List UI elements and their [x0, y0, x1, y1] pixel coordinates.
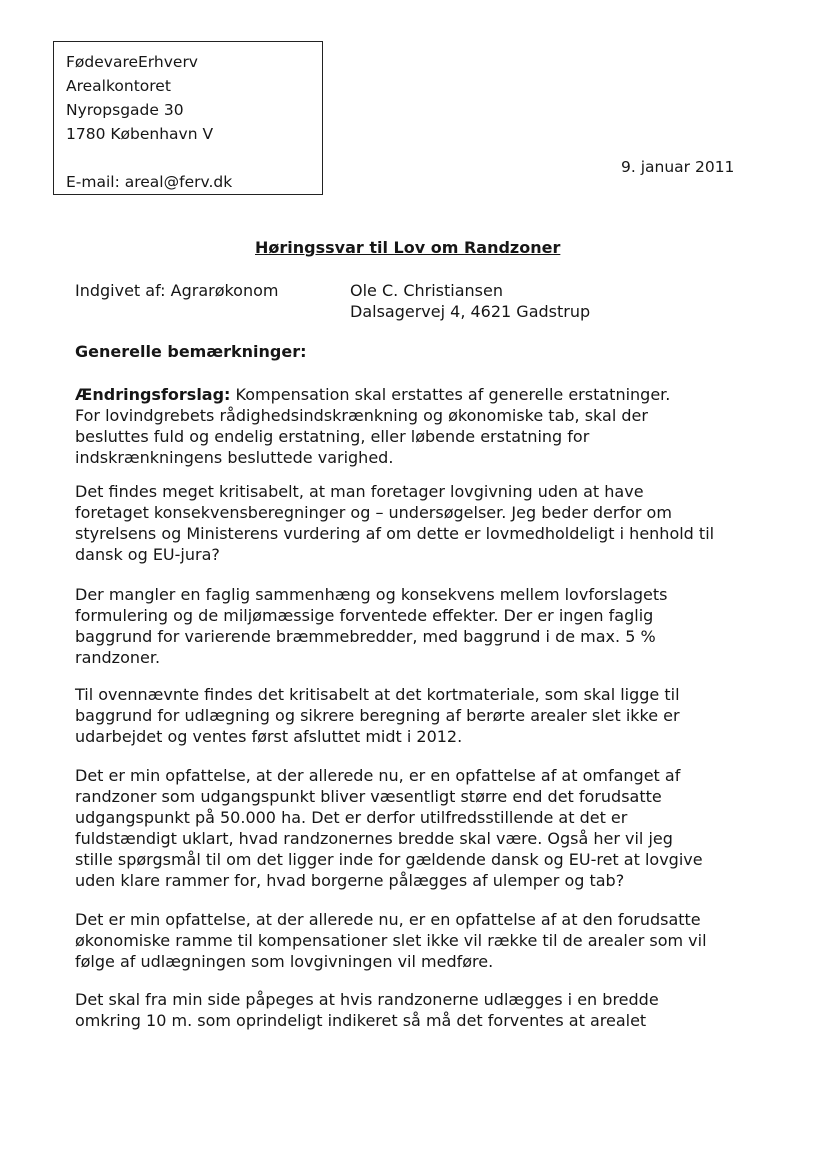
letter-date: 9. januar 2011	[621, 158, 735, 176]
paragraph-line: Det er min opfattelse, at der allerede nu, er en opfattelse af at den forudsatte	[75, 910, 701, 929]
paragraph-line	[75, 384, 765, 405]
paragraph-line: udarbejdet og ventes først afsluttet midt i 2012.	[75, 727, 463, 746]
paragraph-line: randzoner som udgangspunkt bliver væsentligt større end det forudsatte	[75, 787, 662, 806]
paragraph-line: økonomiske ramme til kompensationer slet ikke vil række til de arealer som vil	[75, 931, 707, 950]
document-title: Høringssvar til Lov om Randzoner	[255, 238, 561, 257]
paragraph-line: fuldstændigt uklart, hvad randzonernes bredde skal være. Også her vil jeg	[75, 829, 673, 848]
paragraph-line: besluttes fuld og endelig erstatning, eller løbende erstatning for	[75, 427, 590, 446]
paragraph-line: uden klare rammer for, hvad borgerne pålægges af ulemper og tab?	[75, 871, 625, 890]
paragraph-line: Til ovennævnte findes det kritisabelt at det kortmateriale, som skal ligge til	[75, 685, 680, 704]
recipient-address-box	[53, 41, 323, 195]
paragraph-5	[75, 765, 765, 891]
paragraph-line: randzoner.	[75, 648, 161, 667]
paragraph-line: udgangspunkt på 50.000 ha. Det er derfor utilfredsstillende at det er	[75, 808, 628, 827]
paragraph-line: dansk og EU-jura?	[75, 545, 220, 564]
paragraph-line: omkring 10 m. som oprindeligt indikeret så må det forventes at arealet	[75, 1011, 647, 1030]
paragraph-line: Det er min opfattelse, at der allerede nu, er en opfattelse af at omfanget af	[75, 766, 681, 785]
paragraph-4	[75, 684, 765, 747]
submitter-block	[350, 280, 590, 322]
recipient-street: Nyropsgade 30	[66, 101, 184, 119]
paragraph-line: følge af udlægningen som lovgivningen vil medføre.	[75, 952, 494, 971]
recipient-city: 1780 København V	[66, 125, 214, 143]
paragraph-line-text: Kompensation skal erstattes af generelle erstatninger.	[230, 385, 671, 404]
paragraph-line: For lovindgrebets rådighedsindskrænkning og økonomiske tab, skal der	[75, 406, 648, 425]
paragraph-6	[75, 909, 765, 972]
recipient-email: E-mail: areal@ferv.dk	[66, 173, 233, 191]
section-heading: Generelle bemærkninger:	[75, 342, 307, 361]
paragraph-line: stille spørgsmål til om det ligger inde for gældende dansk og EU-ret at lovgive	[75, 850, 703, 869]
recipient-department: Arealkontoret	[66, 77, 171, 95]
paragraph-line: baggrund for varierende bræmmebredder, med baggrund i de max. 5 %	[75, 627, 656, 646]
paragraph-2	[75, 481, 765, 565]
submitter-address: Dalsagervej 4, 4621 Gadstrup	[350, 302, 591, 321]
paragraph-7	[75, 989, 765, 1031]
amendment-label: Ændringsforslag:	[75, 385, 231, 404]
submitted-by-label: Indgivet af: Agrarøkonom	[75, 281, 279, 300]
paragraph-line: formulering og de miljømæssige forventede effekter. Der er ingen faglig	[75, 606, 654, 625]
paragraph-1	[75, 384, 765, 468]
paragraph-line: Det findes meget kritisabelt, at man foretager lovgivning uden at have	[75, 482, 644, 501]
submitter-name: Ole C. Christiansen	[350, 281, 503, 300]
recipient-name: FødevareErhverv	[66, 53, 198, 71]
paragraph-line: foretaget konsekvensberegninger og – undersøgelser. Jeg beder derfor om	[75, 503, 672, 522]
paragraph-line: indskrænkningens besluttede varighed.	[75, 448, 394, 467]
paragraph-line: Der mangler en faglig sammenhæng og konsekvens mellem lovforslagets	[75, 585, 668, 604]
paragraph-3	[75, 584, 765, 668]
paragraph-line: Det skal fra min side påpeges at hvis randzonerne udlægges i en bredde	[75, 990, 659, 1009]
paragraph-line: baggrund for udlægning og sikrere beregning af berørte arealer slet ikke er	[75, 706, 680, 725]
paragraph-line: styrelsens og Ministerens vurdering af om dette er lovmedholdeligt i henhold til	[75, 524, 715, 543]
